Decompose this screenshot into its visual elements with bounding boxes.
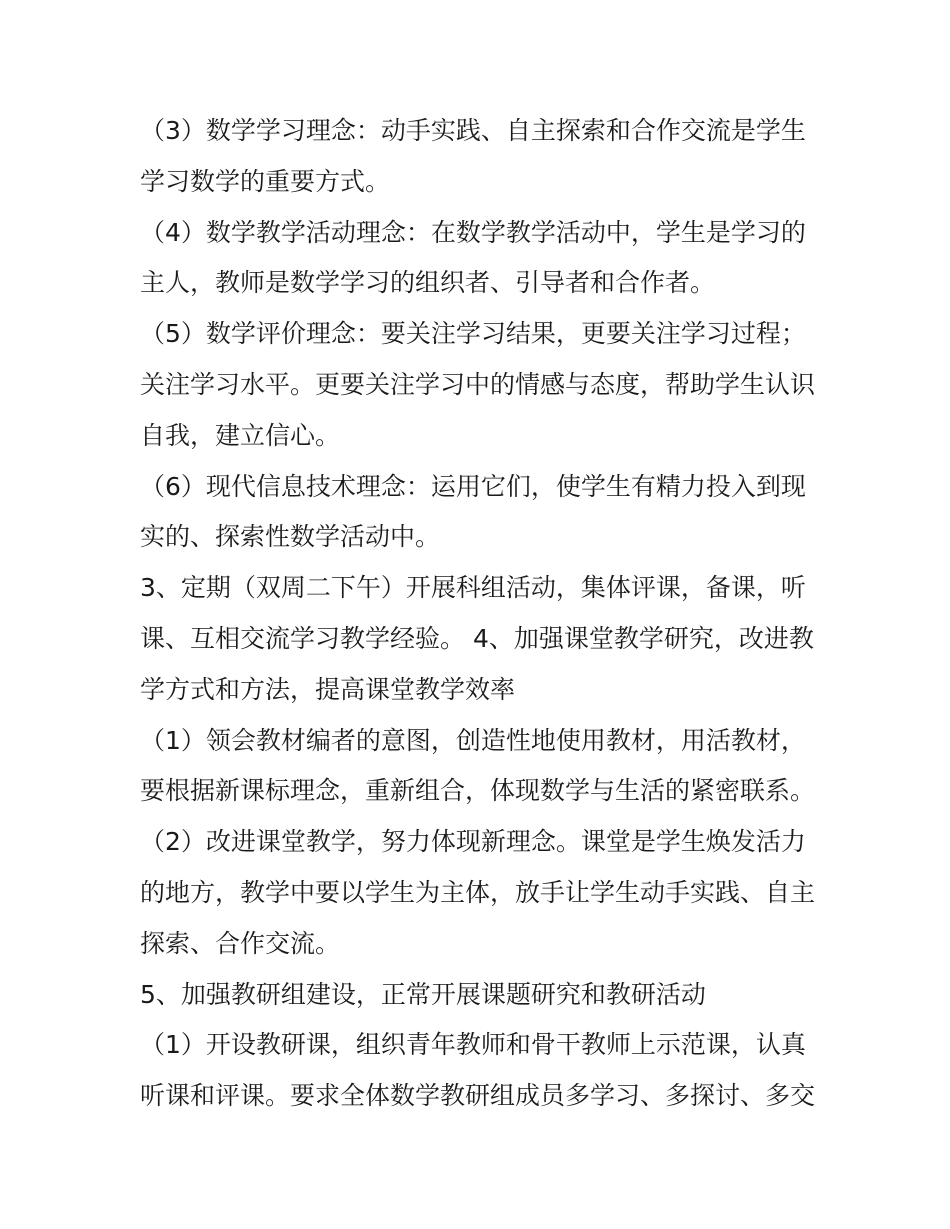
text-line: （1）领会教材编者的意图，创造性地使用教材，用活教材，	[140, 725, 806, 755]
text-line: 自我，建立信心。	[140, 420, 341, 450]
text-line: （5）数学评价理念：要关注学习结果，更要关注学习过程；	[140, 319, 806, 349]
text-line: （4）数学教学活动理念：在数学教学活动中，学生是学习的	[140, 217, 806, 247]
text-line: 探索、合作交流。	[140, 928, 341, 958]
text-line: 学习数学的重要方式。	[140, 166, 391, 196]
text-line: 课、互相交流学习教学经验。 4、加强课堂教学研究，改进教	[140, 623, 814, 653]
text-line: 的地方，教学中要以学生为主体，放手让学生动手实践、自主	[140, 877, 816, 907]
text-line: （1）开设教研课，组织青年教师和骨干教师上示范课，认真	[140, 1030, 806, 1060]
text-line: 听课和评课。要求全体数学教研组成员多学习、多探讨、多交	[140, 1081, 816, 1111]
text-line: （3）数学学习理念：动手实践、自主探索和合作交流是学生	[140, 116, 806, 145]
text-line: 要根据新课标理念，重新组合，体现数学与生活的紧密联系。	[140, 776, 816, 806]
document-body	[140, 106, 830, 1122]
text-line: （6）现代信息技术理念：运用它们，使学生有精力投入到现	[140, 471, 806, 501]
text-line: 3、定期（双周二下午）开展科组活动，集体评课，备课，听	[140, 573, 806, 603]
text-line: 关注学习水平。更要关注学习中的情感与态度，帮助学生认识	[140, 369, 816, 399]
text-line: （2）改进课堂教学，努力体现新理念。课堂是学生焕发活力	[140, 827, 806, 857]
text-line: 5、加强教研组建设，正常开展课题研究和教研活动	[140, 979, 706, 1009]
text-line: 实的、探索性数学活动中。	[140, 522, 441, 552]
text-line: 主人，教师是数学学习的组织者、引导者和合作者。	[140, 268, 716, 298]
text-line: 学方式和方法，提高课堂教学效率	[140, 674, 516, 704]
